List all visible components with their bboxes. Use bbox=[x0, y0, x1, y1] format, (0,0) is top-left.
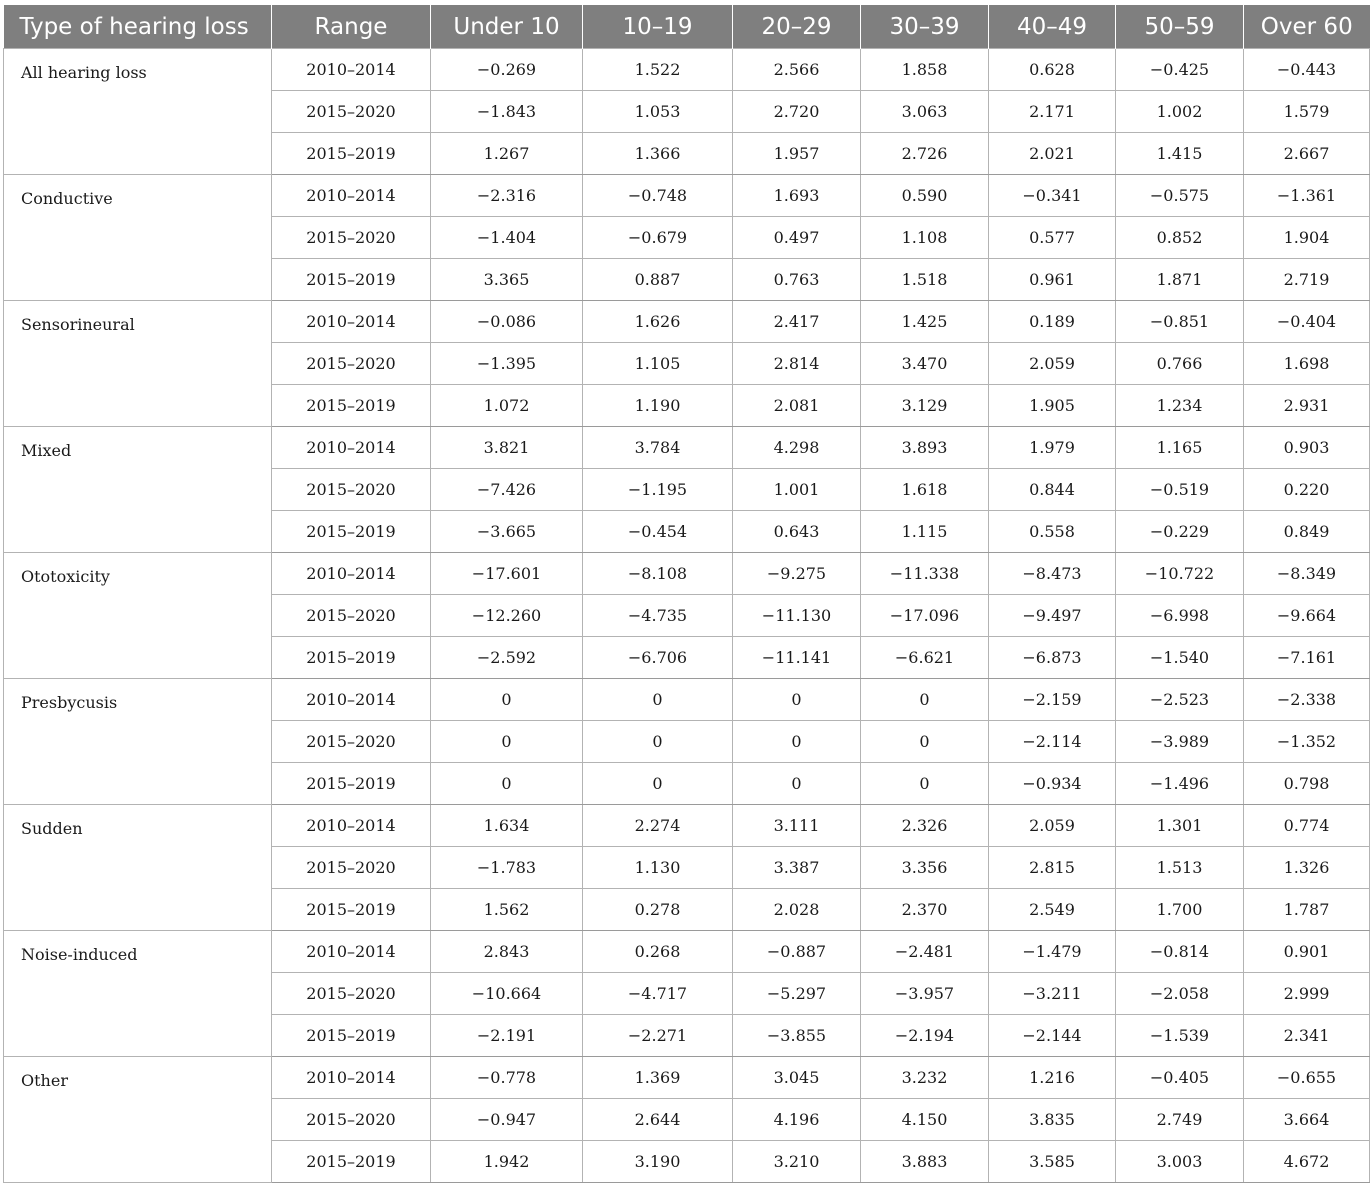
value-cell: 3.003 bbox=[1116, 1141, 1244, 1183]
value-cell: −3.989 bbox=[1116, 721, 1244, 763]
value-cell: −9.275 bbox=[733, 553, 861, 595]
value-cell: 0.220 bbox=[1244, 469, 1370, 511]
value-cell: 0.852 bbox=[1116, 217, 1244, 259]
value-cell: 1.787 bbox=[1244, 889, 1370, 931]
value-cell: 2.549 bbox=[989, 889, 1116, 931]
hearing-loss-type-cell: Mixed bbox=[4, 427, 272, 553]
value-cell: 0 bbox=[583, 679, 733, 721]
value-cell: −3.957 bbox=[861, 973, 989, 1015]
hearing-loss-type-cell: Ototoxicity bbox=[4, 553, 272, 679]
value-cell: −1.195 bbox=[583, 469, 733, 511]
value-cell: 3.111 bbox=[733, 805, 861, 847]
range-cell: 2015–2019 bbox=[272, 1015, 431, 1057]
value-cell: 1.369 bbox=[583, 1057, 733, 1099]
value-cell: −0.519 bbox=[1116, 469, 1244, 511]
value-cell: 2.370 bbox=[861, 889, 989, 931]
value-cell: −11.130 bbox=[733, 595, 861, 637]
column-header: Under 10 bbox=[431, 5, 583, 49]
range-cell: 2015–2020 bbox=[272, 973, 431, 1015]
value-cell: −9.497 bbox=[989, 595, 1116, 637]
range-cell: 2015–2020 bbox=[272, 721, 431, 763]
value-cell: 0.577 bbox=[989, 217, 1116, 259]
value-cell: −2.114 bbox=[989, 721, 1116, 763]
value-cell: −8.473 bbox=[989, 553, 1116, 595]
value-cell: 3.063 bbox=[861, 91, 989, 133]
value-cell: −7.426 bbox=[431, 469, 583, 511]
value-cell: 0 bbox=[431, 679, 583, 721]
value-cell: −1.783 bbox=[431, 847, 583, 889]
value-cell: 1.513 bbox=[1116, 847, 1244, 889]
value-cell: 1.234 bbox=[1116, 385, 1244, 427]
value-cell: 3.129 bbox=[861, 385, 989, 427]
value-cell: 0.628 bbox=[989, 49, 1116, 91]
value-cell: −3.855 bbox=[733, 1015, 861, 1057]
value-cell: 3.356 bbox=[861, 847, 989, 889]
value-cell: −0.778 bbox=[431, 1057, 583, 1099]
value-cell: 1.698 bbox=[1244, 343, 1370, 385]
range-cell: 2010–2014 bbox=[272, 1057, 431, 1099]
value-cell: −2.316 bbox=[431, 175, 583, 217]
value-cell: −0.425 bbox=[1116, 49, 1244, 91]
value-cell: 1.130 bbox=[583, 847, 733, 889]
value-cell: 0 bbox=[733, 721, 861, 763]
value-cell: −1.404 bbox=[431, 217, 583, 259]
value-cell: −2.523 bbox=[1116, 679, 1244, 721]
value-cell: −6.621 bbox=[861, 637, 989, 679]
range-cell: 2015–2020 bbox=[272, 343, 431, 385]
value-cell: 0.887 bbox=[583, 259, 733, 301]
value-cell: 1.053 bbox=[583, 91, 733, 133]
hearing-loss-type-cell: Noise-induced bbox=[4, 931, 272, 1057]
value-cell: −1.479 bbox=[989, 931, 1116, 973]
value-cell: 1.425 bbox=[861, 301, 989, 343]
value-cell: 0.961 bbox=[989, 259, 1116, 301]
table-row bbox=[4, 1057, 1370, 1099]
value-cell: 1.326 bbox=[1244, 847, 1370, 889]
value-cell: −0.454 bbox=[583, 511, 733, 553]
value-cell: 0 bbox=[583, 721, 733, 763]
column-header: Type of hearing loss bbox=[4, 5, 272, 49]
value-cell: −2.191 bbox=[431, 1015, 583, 1057]
value-cell: 1.002 bbox=[1116, 91, 1244, 133]
value-cell: 3.883 bbox=[861, 1141, 989, 1183]
header-row bbox=[4, 5, 1370, 49]
value-cell: 1.904 bbox=[1244, 217, 1370, 259]
value-cell: 0 bbox=[431, 763, 583, 805]
value-cell: 3.585 bbox=[989, 1141, 1116, 1183]
value-cell: −0.679 bbox=[583, 217, 733, 259]
value-cell: 3.387 bbox=[733, 847, 861, 889]
value-cell: 3.045 bbox=[733, 1057, 861, 1099]
range-cell: 2010–2014 bbox=[272, 805, 431, 847]
value-cell: 1.366 bbox=[583, 133, 733, 175]
value-cell: 0.774 bbox=[1244, 805, 1370, 847]
table-row bbox=[4, 301, 1370, 343]
value-cell: −1.496 bbox=[1116, 763, 1244, 805]
table-row bbox=[4, 931, 1370, 973]
value-cell: −6.873 bbox=[989, 637, 1116, 679]
value-cell: 1.301 bbox=[1116, 805, 1244, 847]
value-cell: 2.726 bbox=[861, 133, 989, 175]
value-cell: −2.481 bbox=[861, 931, 989, 973]
value-cell: 1.579 bbox=[1244, 91, 1370, 133]
value-cell: −2.159 bbox=[989, 679, 1116, 721]
value-cell: −10.722 bbox=[1116, 553, 1244, 595]
column-header: Range bbox=[272, 5, 431, 49]
value-cell: 1.626 bbox=[583, 301, 733, 343]
hearing-loss-type-cell: Presbycusis bbox=[4, 679, 272, 805]
table-body bbox=[4, 49, 1370, 1183]
value-cell: 1.115 bbox=[861, 511, 989, 553]
value-cell: 2.814 bbox=[733, 343, 861, 385]
value-cell: 2.417 bbox=[733, 301, 861, 343]
value-cell: −0.443 bbox=[1244, 49, 1370, 91]
value-cell: −10.664 bbox=[431, 973, 583, 1015]
value-cell: 0.558 bbox=[989, 511, 1116, 553]
range-cell: 2015–2020 bbox=[272, 217, 431, 259]
value-cell: 1.105 bbox=[583, 343, 733, 385]
value-cell: −7.161 bbox=[1244, 637, 1370, 679]
value-cell: 3.821 bbox=[431, 427, 583, 469]
table-row bbox=[4, 427, 1370, 469]
value-cell: 0.189 bbox=[989, 301, 1116, 343]
value-cell: 2.720 bbox=[733, 91, 861, 133]
value-cell: 2.566 bbox=[733, 49, 861, 91]
value-cell: 1.858 bbox=[861, 49, 989, 91]
value-cell: −1.361 bbox=[1244, 175, 1370, 217]
value-cell: 1.165 bbox=[1116, 427, 1244, 469]
value-cell: −2.338 bbox=[1244, 679, 1370, 721]
value-cell: 1.942 bbox=[431, 1141, 583, 1183]
value-cell: 0 bbox=[733, 763, 861, 805]
value-cell: 1.979 bbox=[989, 427, 1116, 469]
value-cell: 3.470 bbox=[861, 343, 989, 385]
hearing-loss-type-cell: Sensorineural bbox=[4, 301, 272, 427]
value-cell: 1.871 bbox=[1116, 259, 1244, 301]
value-cell: −4.735 bbox=[583, 595, 733, 637]
value-cell: 2.059 bbox=[989, 343, 1116, 385]
value-cell: 2.326 bbox=[861, 805, 989, 847]
column-header: 20–29 bbox=[733, 5, 861, 49]
value-cell: 4.672 bbox=[1244, 1141, 1370, 1183]
value-cell: −1.352 bbox=[1244, 721, 1370, 763]
value-cell: −0.851 bbox=[1116, 301, 1244, 343]
value-cell: −0.404 bbox=[1244, 301, 1370, 343]
value-cell: 0 bbox=[861, 721, 989, 763]
value-cell: 0.901 bbox=[1244, 931, 1370, 973]
column-header: 30–39 bbox=[861, 5, 989, 49]
value-cell: 1.072 bbox=[431, 385, 583, 427]
range-cell: 2015–2020 bbox=[272, 469, 431, 511]
value-cell: 2.719 bbox=[1244, 259, 1370, 301]
range-cell: 2015–2019 bbox=[272, 259, 431, 301]
value-cell: −5.297 bbox=[733, 973, 861, 1015]
value-cell: 2.931 bbox=[1244, 385, 1370, 427]
value-cell: 0.268 bbox=[583, 931, 733, 973]
range-cell: 2010–2014 bbox=[272, 175, 431, 217]
value-cell: 1.522 bbox=[583, 49, 733, 91]
range-cell: 2015–2019 bbox=[272, 511, 431, 553]
table-row bbox=[4, 553, 1370, 595]
table-row bbox=[4, 805, 1370, 847]
range-cell: 2015–2020 bbox=[272, 847, 431, 889]
column-header: Over 60 bbox=[1244, 5, 1370, 49]
value-cell: −8.108 bbox=[583, 553, 733, 595]
value-cell: 0.798 bbox=[1244, 763, 1370, 805]
value-cell: −1.843 bbox=[431, 91, 583, 133]
value-cell: 2.667 bbox=[1244, 133, 1370, 175]
value-cell: 1.267 bbox=[431, 133, 583, 175]
value-cell: 1.518 bbox=[861, 259, 989, 301]
range-cell: 2010–2014 bbox=[272, 553, 431, 595]
value-cell: −0.887 bbox=[733, 931, 861, 973]
column-header: 50–59 bbox=[1116, 5, 1244, 49]
range-cell: 2015–2019 bbox=[272, 385, 431, 427]
value-cell: 1.618 bbox=[861, 469, 989, 511]
value-cell: 1.190 bbox=[583, 385, 733, 427]
value-cell: −0.655 bbox=[1244, 1057, 1370, 1099]
value-cell: −6.998 bbox=[1116, 595, 1244, 637]
range-cell: 2015–2019 bbox=[272, 889, 431, 931]
value-cell: 1.415 bbox=[1116, 133, 1244, 175]
value-cell: 0.763 bbox=[733, 259, 861, 301]
value-cell: 2.749 bbox=[1116, 1099, 1244, 1141]
hearing-loss-type-cell: All hearing loss bbox=[4, 49, 272, 175]
value-cell: 1.634 bbox=[431, 805, 583, 847]
value-cell: 0 bbox=[733, 679, 861, 721]
value-cell: −9.664 bbox=[1244, 595, 1370, 637]
column-header: 40–49 bbox=[989, 5, 1116, 49]
range-cell: 2010–2014 bbox=[272, 679, 431, 721]
hearing-loss-type-cell: Conductive bbox=[4, 175, 272, 301]
value-cell: −0.748 bbox=[583, 175, 733, 217]
value-cell: 2.171 bbox=[989, 91, 1116, 133]
table-row bbox=[4, 175, 1370, 217]
value-cell: 3.893 bbox=[861, 427, 989, 469]
value-cell: 3.210 bbox=[733, 1141, 861, 1183]
value-cell: 1.957 bbox=[733, 133, 861, 175]
value-cell: 0.497 bbox=[733, 217, 861, 259]
value-cell: 0.590 bbox=[861, 175, 989, 217]
value-cell: 0.849 bbox=[1244, 511, 1370, 553]
value-cell: −2.144 bbox=[989, 1015, 1116, 1057]
range-cell: 2015–2019 bbox=[272, 637, 431, 679]
value-cell: −11.141 bbox=[733, 637, 861, 679]
range-cell: 2010–2014 bbox=[272, 931, 431, 973]
range-cell: 2010–2014 bbox=[272, 301, 431, 343]
value-cell: 0 bbox=[583, 763, 733, 805]
value-cell: 3.365 bbox=[431, 259, 583, 301]
value-cell: 0.766 bbox=[1116, 343, 1244, 385]
value-cell: 1.905 bbox=[989, 385, 1116, 427]
value-cell: −2.271 bbox=[583, 1015, 733, 1057]
value-cell: 3.190 bbox=[583, 1141, 733, 1183]
value-cell: −12.260 bbox=[431, 595, 583, 637]
value-cell: −0.341 bbox=[989, 175, 1116, 217]
value-cell: 3.835 bbox=[989, 1099, 1116, 1141]
value-cell: 2.843 bbox=[431, 931, 583, 973]
value-cell: 4.196 bbox=[733, 1099, 861, 1141]
table-row bbox=[4, 49, 1370, 91]
value-cell: 3.664 bbox=[1244, 1099, 1370, 1141]
value-cell: −0.934 bbox=[989, 763, 1116, 805]
range-cell: 2015–2019 bbox=[272, 133, 431, 175]
value-cell: −11.338 bbox=[861, 553, 989, 595]
value-cell: −0.269 bbox=[431, 49, 583, 91]
value-cell: −0.229 bbox=[1116, 511, 1244, 553]
value-cell: 0 bbox=[431, 721, 583, 763]
column-header: 10–19 bbox=[583, 5, 733, 49]
value-cell: 1.562 bbox=[431, 889, 583, 931]
value-cell: 2.081 bbox=[733, 385, 861, 427]
value-cell: 2.644 bbox=[583, 1099, 733, 1141]
range-cell: 2015–2020 bbox=[272, 595, 431, 637]
hearing-loss-type-cell: Sudden bbox=[4, 805, 272, 931]
value-cell: 1.001 bbox=[733, 469, 861, 511]
value-cell: −0.947 bbox=[431, 1099, 583, 1141]
value-cell: 0.844 bbox=[989, 469, 1116, 511]
value-cell: 1.700 bbox=[1116, 889, 1244, 931]
value-cell: −17.601 bbox=[431, 553, 583, 595]
value-cell: −2.592 bbox=[431, 637, 583, 679]
value-cell: −1.539 bbox=[1116, 1015, 1244, 1057]
value-cell: 2.021 bbox=[989, 133, 1116, 175]
value-cell: 0.643 bbox=[733, 511, 861, 553]
value-cell: −17.096 bbox=[861, 595, 989, 637]
value-cell: 4.298 bbox=[733, 427, 861, 469]
value-cell: −2.058 bbox=[1116, 973, 1244, 1015]
range-cell: 2015–2020 bbox=[272, 91, 431, 133]
value-cell: 4.150 bbox=[861, 1099, 989, 1141]
range-cell: 2015–2019 bbox=[272, 1141, 431, 1183]
value-cell: −1.540 bbox=[1116, 637, 1244, 679]
value-cell: −0.405 bbox=[1116, 1057, 1244, 1099]
value-cell: −0.814 bbox=[1116, 931, 1244, 973]
value-cell: 3.784 bbox=[583, 427, 733, 469]
value-cell: −3.211 bbox=[989, 973, 1116, 1015]
value-cell: 2.274 bbox=[583, 805, 733, 847]
value-cell: 0.278 bbox=[583, 889, 733, 931]
value-cell: 2.999 bbox=[1244, 973, 1370, 1015]
value-cell: 1.108 bbox=[861, 217, 989, 259]
value-cell: −8.349 bbox=[1244, 553, 1370, 595]
hearing-loss-type-cell: Other bbox=[4, 1057, 272, 1183]
value-cell: 0.903 bbox=[1244, 427, 1370, 469]
value-cell: −6.706 bbox=[583, 637, 733, 679]
value-cell: 2.059 bbox=[989, 805, 1116, 847]
range-cell: 2015–2020 bbox=[272, 1099, 431, 1141]
value-cell: 1.693 bbox=[733, 175, 861, 217]
value-cell: −3.665 bbox=[431, 511, 583, 553]
value-cell: 0 bbox=[861, 679, 989, 721]
value-cell: 2.341 bbox=[1244, 1015, 1370, 1057]
value-cell: 2.028 bbox=[733, 889, 861, 931]
value-cell: −1.395 bbox=[431, 343, 583, 385]
value-cell: −0.575 bbox=[1116, 175, 1244, 217]
value-cell: 3.232 bbox=[861, 1057, 989, 1099]
value-cell: −2.194 bbox=[861, 1015, 989, 1057]
value-cell: −0.086 bbox=[431, 301, 583, 343]
value-cell: 0 bbox=[861, 763, 989, 805]
value-cell: −4.717 bbox=[583, 973, 733, 1015]
value-cell: 2.815 bbox=[989, 847, 1116, 889]
range-cell: 2010–2014 bbox=[272, 427, 431, 469]
value-cell: 1.216 bbox=[989, 1057, 1116, 1099]
range-cell: 2015–2019 bbox=[272, 763, 431, 805]
data-table bbox=[3, 5, 1370, 1183]
table-row bbox=[4, 679, 1370, 721]
range-cell: 2010–2014 bbox=[272, 49, 431, 91]
